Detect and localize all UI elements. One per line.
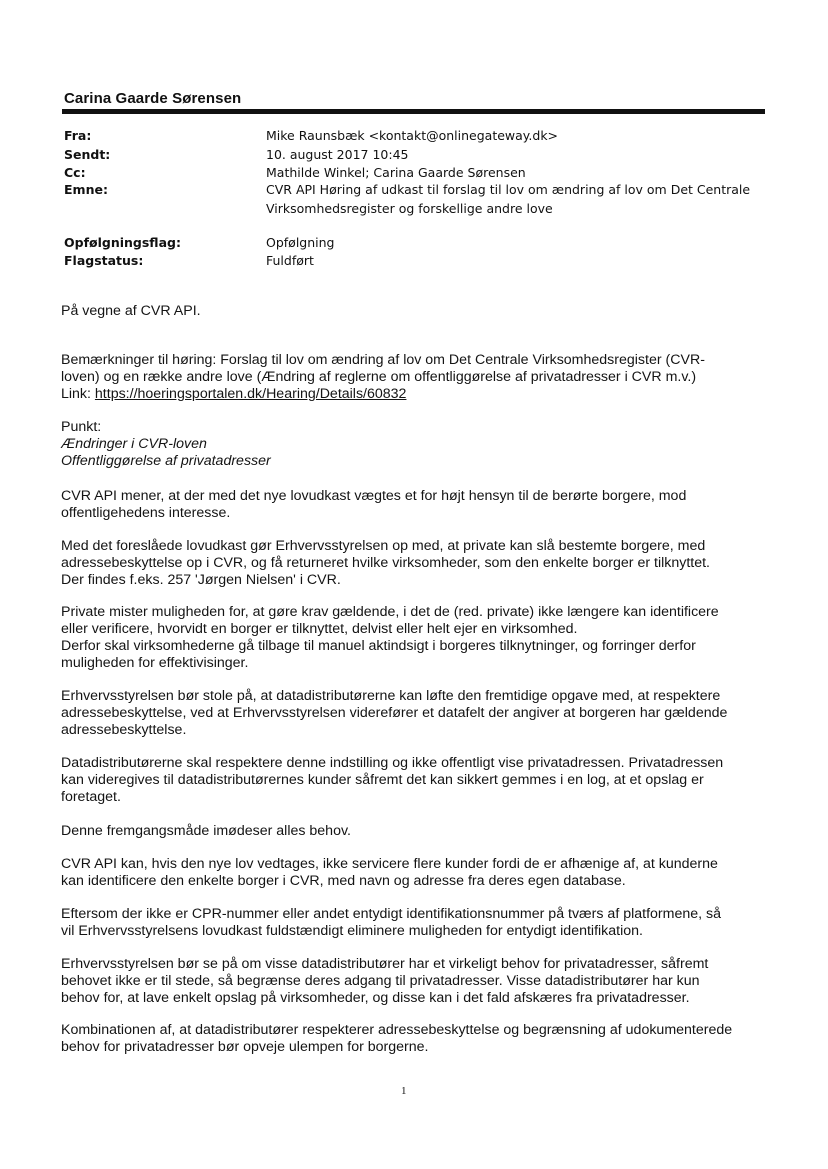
followup-flag-value: Opfølgning xyxy=(266,235,335,250)
paragraph: Datadistributørerne skal respektere denne indstilling og ikke offentligt vise privatadressen. Privatadressen kan videregives til datadistributørernes kunder såfremt det kan sikkert gemmes i en log, at et opslag er foretaget. xyxy=(61,755,724,805)
paragraph: CVR API mener, at der med det nye lovudkast vægtes et for højt hensyn til de berørte borgere, mod offentligehedens interesse. xyxy=(61,488,687,521)
subject-value: CVR API Høring af udkast til forslag til lov om ændring af lov om Det Centrale Virksomhedsregister og forskellige andre love xyxy=(266,182,751,216)
subject-label: Emne: xyxy=(64,182,108,197)
from-label: Fra: xyxy=(64,128,92,143)
sent-value: 10. august 2017 10:45 xyxy=(266,147,409,162)
point-label: Punkt: xyxy=(61,419,102,435)
email-sender-name: Carina Gaarde Sørensen xyxy=(64,90,242,107)
from-value: Mike Raunsbæk <kontakt@onlinegateway.dk> xyxy=(266,128,559,143)
paragraph: Erhvervsstyrelsen bør stole på, at datadistributørerne kan løfte den fremtidige opgave med, at respektere adressebeskyttelse, ved at Erhvervsstyrelsen viderefører et datafelt der angiver at borgeren har gældende adressebeskyttelse. xyxy=(61,688,728,738)
hearing-remarks: Bemærkninger til høring: Forslag til lov om ændring af lov om Det Centrale Virksomhedsregister (CVR- loven) og en række andre love (Ændring af reglerne om offentliggørelse af privatadresser i CVR m.v.) Link: https://hoeringsportalen.dk/Hearing/Details/60832 xyxy=(61,352,773,403)
point-item: Ændringer i CVR-loven xyxy=(61,436,207,452)
page-number: 1 xyxy=(401,1085,407,1097)
flag-status-value: Fuldført xyxy=(266,253,314,268)
followup-flag-label: Opfølgningsflag: xyxy=(64,235,181,250)
paragraph: Med det foreslåede lovudkast gør Erhvervsstyrelsen op med, at private kan slå bestemte borgere, med adressebeskyttelse op i CVR, og få returneret hvilke virksomheder, som den enkelte borger er tilknyttet. Der findes f.eks. 257 'Jørgen Nielsen' i CVR. xyxy=(61,538,710,588)
hearing-link[interactable]: https://hoeringsportalen.dk/Hearing/Details/60832 xyxy=(94,386,407,402)
paragraph: CVR API kan, hvis den nye lov vedtages, ikke servicere flere kunder fordi de er afhænige af, at kunderne kan identificere den enkelte borger i CVR, med navn og adresse fra deres egen database. xyxy=(61,856,718,889)
flag-status-label: Flagstatus: xyxy=(64,253,144,268)
point-item: Offentliggørelse af privatadresser xyxy=(61,453,271,469)
point-section xyxy=(61,419,773,470)
paragraph: Kombinationen af, at datadistributører respekterer adressebeskyttelse og begrænsning af udokumenterede behov for privatadresser bør opveje ulempen for borgerne. xyxy=(61,1022,733,1055)
header-divider xyxy=(62,109,765,114)
paragraph: Private mister muligheden for, at gøre krav gældende, i det de (red. private) ikke længere kan identificere eller verificere, hvorvidt en borger er tilknyttet, delvist eller helt ejer en virksomhed. Derfor skal virksomhederne gå tilbage til manuel aktindsigt i borgeres tilknytninger, og forringer derfor muligheden for effektivisinger. xyxy=(61,604,719,671)
sent-label: Sendt: xyxy=(64,147,111,162)
hearing-link-line: Link: https://hoeringsportalen.dk/Hearing/Details/60832 xyxy=(61,386,407,402)
paragraph: Denne fremgangsmåde imødeser alles behov. xyxy=(61,823,351,839)
cc-label: Cc: xyxy=(64,165,86,180)
greeting: På vegne af CVR API. xyxy=(61,303,201,319)
paragraph: Erhvervsstyrelsen bør se på om visse datadistributører har et virkeligt behov for privatadresser, såfremt behovet ikke er til stede, så begrænse deres adgang til privatadresser. Visse datadistributører har kun behov for, at lave enkelt opslag på virksomheder, og disse kan i det fald afskæres fra privatadresser. xyxy=(61,956,709,1006)
cc-value: Mathilde Winkel; Carina Gaarde Sørensen xyxy=(266,165,526,180)
paragraph: Eftersom der ikke er CPR-nummer eller andet entydigt identifikationsnummer på tværs af platformene, så vil Erhvervsstyrelsens lovudkast fuldstændigt eliminere muligheden for entydigt identifikation. xyxy=(61,906,721,939)
